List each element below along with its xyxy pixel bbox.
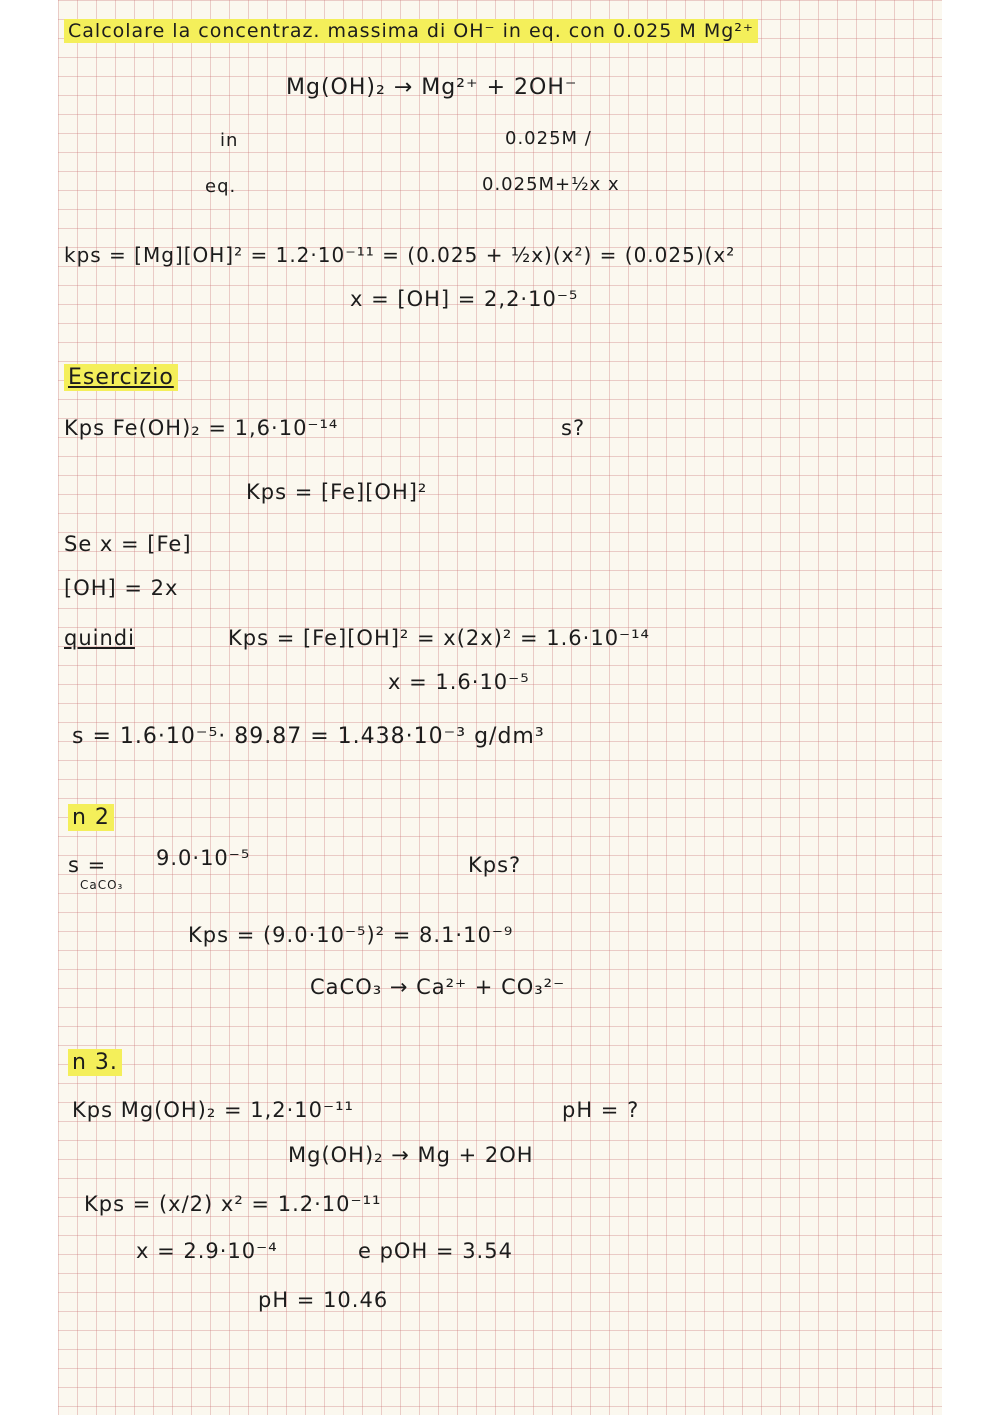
ex1-row-eq-value: 0.025M+½x x [482, 174, 620, 195]
ex2-title [64, 365, 178, 390]
ex1-reaction: Mg(OH)₂ → Mg²⁺ + 2OH⁻ [286, 75, 578, 100]
ex1-row-in-label: in [220, 130, 239, 151]
ex4-x-value: x = 2.9·10⁻⁴ [136, 1239, 278, 1263]
ex2-quindi-label: quindi [64, 626, 135, 650]
header-text [64, 20, 758, 42]
ex3-reaction: CaCO₃ → Ca²⁺ + CO₃²⁻ [310, 975, 566, 999]
ex2-x-value: x = 1.6·10⁻⁵ [388, 670, 530, 694]
ex2-s-line: s = 1.6·10⁻⁵· 89.87 = 1.438·10⁻³ g/dm³ [72, 724, 545, 749]
ex4-reaction: Mg(OH)₂ → Mg + 2OH [288, 1143, 534, 1167]
ex2-title-highlight: Esercizio [64, 364, 178, 391]
ex3-title [68, 805, 114, 830]
ex2-kps-expr: Kps = [Fe][OH]² [246, 480, 428, 504]
ex1-result: x = [OH] = 2,2·10⁻⁵ [350, 287, 579, 311]
ex3-question: Kps? [468, 853, 522, 877]
ex4-ph: pH = 10.46 [258, 1288, 389, 1312]
ex1-row-eq-label: eq. [205, 176, 237, 197]
ex2-quindi-expr: Kps = [Fe][OH]² = x(2x)² = 1.6·10⁻¹⁴ [228, 626, 650, 650]
ex4-kps-expr: Kps = (x/2) x² = 1.2·10⁻¹¹ [84, 1192, 382, 1216]
ex2-if-line: Se x = [Fe] [64, 532, 192, 556]
ex3-s-label: s = [68, 853, 107, 877]
ex1-row-in-value: 0.025M / [505, 128, 592, 149]
ex1-kps-line: kps = [Mg][OH]² = 1.2·10⁻¹¹ = (0.025 + ½x)(x²) = (0.025)(x² [64, 243, 736, 267]
ex2-question: s? [561, 416, 586, 440]
ex4-question: pH = ? [562, 1098, 640, 1122]
ex2-kps-given: Kps Fe(OH)₂ = 1,6·10⁻¹⁴ [64, 416, 339, 440]
ex4-poh: e pOH = 3.54 [358, 1239, 513, 1263]
ex4-title [68, 1050, 122, 1075]
notebook-page [58, 0, 942, 1415]
header-highlight: Calcolare la concentraz. massima di OH⁻ in eq. con 0.025 M Mg²⁺ [64, 19, 758, 43]
ex3-s-sub: CaCO₃ [80, 878, 124, 892]
ex2-oh-line: [OH] = 2x [64, 576, 179, 600]
ex4-kps-given: Kps Mg(OH)₂ = 1,2·10⁻¹¹ [72, 1098, 354, 1122]
ex3-kps-expr: Kps = (9.0·10⁻⁵)² = 8.1·10⁻⁹ [188, 923, 514, 947]
ex3-title-highlight: n 2 [68, 804, 114, 831]
ex3-s-value: 9.0·10⁻⁵ [156, 846, 251, 870]
ex4-title-highlight: n 3. [68, 1049, 122, 1076]
